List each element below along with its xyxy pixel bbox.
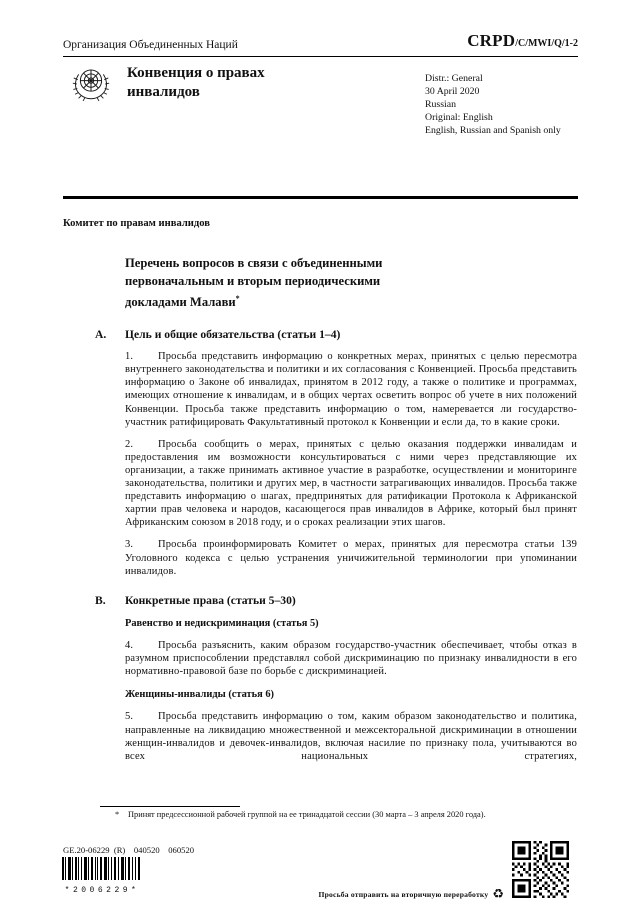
convention-title: Конвенция о правах инвалидов: [127, 65, 265, 100]
paragraph-5-text: Просьба представить информацию о том, каким образом законодательство и политика, направленные на ликвидацию множественной и межсекторальной дискриминации в отношении женщин-инвалидов и девочек-инвалидов, включая насилие по признаку пола, учитываются во всех национальных стратегиях,: [125, 711, 577, 762]
paragraph-3: [125, 538, 577, 577]
paragraph-2-text: Просьба сообщить о мерах, принятых с целью оказания поддержки инвалидам и предоставления им возможности консультироваться с ними через представляющие их организации, а также принимать активное участие в разработке, осуществлении и мониторинге законодательства, политики и других мер, в частности затрагивающих инвалидов. Просьба также представить информацию о шагах, предпринятых для ратификации Протокола к Африканской хартии прав человека и народов, касающегося прав инвалидов в Африке, который был принят Африканским союзом в 2018 году, и о сроках реализации этих шагов.: [125, 438, 577, 529]
date-line: 30 April 2020: [425, 86, 480, 97]
footnote-divider: [100, 806, 240, 807]
document-title-text: Перечень вопросов в связи с объединенными первоначальным и вторым периодическими докладами Малави: [125, 256, 383, 310]
document-symbol-main: CRPD: [467, 31, 516, 50]
section-a-label: A.: [95, 327, 107, 341]
document-symbol-suffix: /C/MWI/Q/1-2: [515, 38, 578, 49]
committee-name: Комитет по правам инвалидов: [63, 218, 211, 229]
un-organization-name: Организация Объединенных Наций: [63, 39, 238, 51]
section-b-title: Конкретные права (статьи 5–30): [125, 593, 296, 607]
document-symbol: [467, 31, 578, 51]
document-title: [125, 255, 427, 312]
subsection-women-heading: Женщины-инвалиды (статья 6): [125, 689, 275, 701]
paragraph-3-text: Просьба проинформировать Комитет о мерах, принятых для пересмотра статьи 139 Уголовного кодекса с целью устранения уничижительной терминологии при упоминании инвалидов.: [125, 539, 577, 577]
recycle-note: [318, 888, 504, 901]
section-b-heading: [95, 594, 577, 608]
distribution-block: [425, 72, 561, 137]
paragraph-4-text: Просьба разъяснить, каким образом государство-участник обеспечивает, чтобы отказ в разумном приспособлении представлял собой дискриминацию по признаку инвалидности в его нормативно-правовой базе по борьбе с дискриминацией.: [125, 640, 577, 678]
paragraph-2: [125, 438, 577, 530]
ge-number: GE.20-06229 (R) 040520 060520: [63, 845, 195, 855]
barcode-bars: [62, 857, 142, 880]
footnote-text: Принят предсессионной рабочей группой на ее тринадцатой сессии (30 марта – 3 апреля 2020 года).: [128, 810, 486, 819]
subsection-equality-heading: Равенство и недискриминация (статья 5): [125, 618, 319, 630]
section-a-title: Цель и общие обязательства (статьи 1–4): [125, 327, 341, 341]
document-body: [63, 218, 577, 763]
un-emblem-icon: [68, 61, 114, 114]
qr-code: [512, 841, 569, 903]
original-language-line: Original: English: [425, 112, 493, 123]
paragraph-4-number: 4.: [125, 640, 134, 652]
section-b-label: B.: [95, 593, 106, 607]
language-line: Russian: [425, 99, 457, 110]
recycle-note-text: Просьба отправить на вторичную переработку: [318, 890, 489, 899]
barcode-text: *2006229*: [64, 886, 140, 895]
recycle-icon: ♻: [492, 887, 504, 902]
paragraph-5-number: 5.: [125, 711, 134, 723]
paragraph-1-number: 1.: [125, 351, 134, 363]
paragraph-3-number: 3.: [125, 539, 134, 551]
header-divider: [63, 56, 578, 57]
paragraph-4: [125, 639, 577, 678]
footnote-block: [115, 806, 545, 821]
paragraph-1: [125, 350, 577, 429]
masthead-divider: [63, 196, 578, 199]
availability-line: English, Russian and Spanish only: [425, 125, 561, 136]
document-header: [63, 31, 578, 51]
barcode: [62, 857, 142, 895]
paragraph-5: [125, 710, 577, 762]
paragraph-1-text: Просьба представить информацию о конкретных мерах, принятых с целью пересмотра внутреннего законодательства и политики и их согласования с Конвенцией. Просьба представить информацию о Законе об инвалидах, принятом в 2012 году, а также о политике и программах, имеющих отношение к инвалидам, и в общих чертах осветить вопрос об учете в них положений Конвенции. Просьба также представить информацию о том, намеревается ли государство-участник ратифицировать Факультативный протокол к Конвенции и если да, то в какие сроки.: [125, 351, 577, 428]
paragraph-2-number: 2.: [125, 438, 134, 450]
footnote: [115, 810, 545, 821]
footnote-marker: *: [115, 810, 120, 819]
section-a-heading: [95, 328, 577, 342]
distr-line: Distr.: General: [425, 73, 483, 84]
title-footnote-marker: *: [235, 294, 240, 303]
